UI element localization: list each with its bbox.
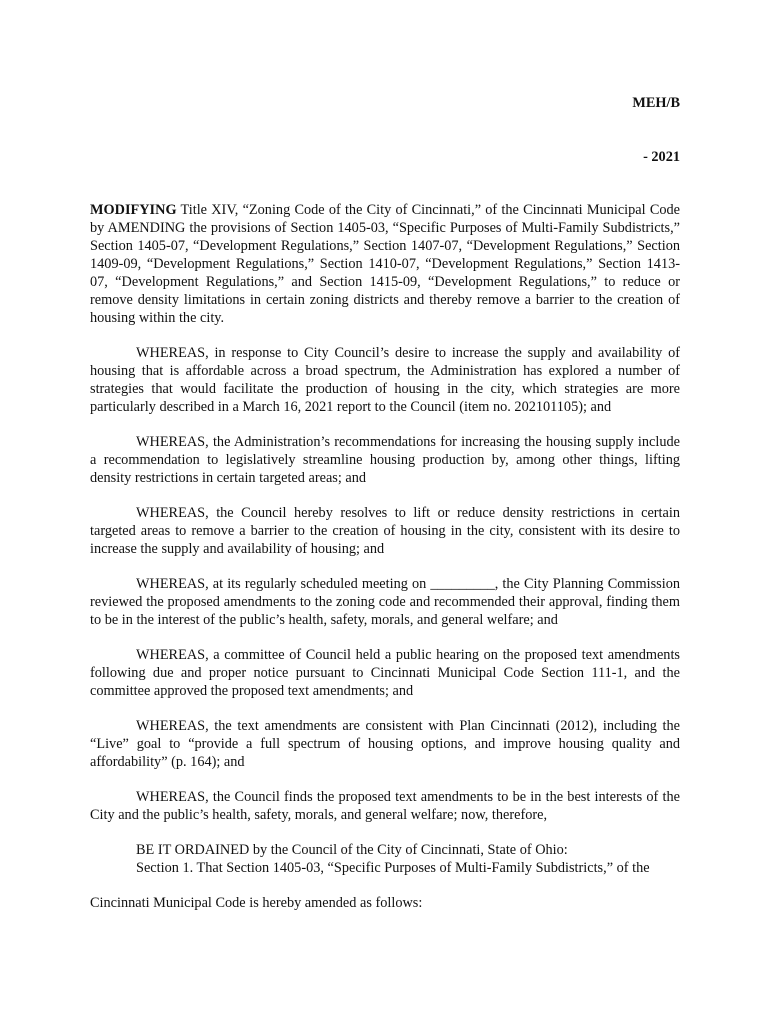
whereas-clause-7: WHEREAS, the Council finds the proposed text amendments to be in the best interests of the City and the public’s health, safety, morals, and general welfare; now, therefore, bbox=[90, 789, 680, 823]
whereas-clause-3: WHEREAS, the Council hereby resolves to lift or reduce density restrictions in certain targeted areas to remove a barrier to the creation of housing in the city, consistent with its desire to increase the supply and availability of housing; and bbox=[90, 505, 680, 557]
document-body bbox=[90, 201, 680, 912]
title-lead: MODIFYING bbox=[90, 202, 177, 218]
ordinance-code: MEH/B bbox=[632, 95, 680, 111]
whereas-clause-2: WHEREAS, the Administration’s recommendations for increasing the housing supply include a recommendation to legislatively streamline housing production by, among other things, lifting density restrictions in certain targeted areas; and bbox=[90, 434, 680, 486]
ordained-clause: BE IT ORDAINED by the Council of the City of Cincinnati, State of Ohio: bbox=[136, 842, 568, 858]
section-1-tail: Cincinnati Municipal Code is hereby amended as follows: bbox=[90, 895, 423, 911]
ordinance-title bbox=[90, 201, 680, 327]
whereas-clause-5: WHEREAS, a committee of Council held a public hearing on the proposed text amendments following due and proper notice pursuant to Cincinnati Municipal Code Section 111-1, and the committee approved the proposed text amendments; and bbox=[90, 647, 680, 699]
whereas-clause-6: WHEREAS, the text amendments are consistent with Plan Cincinnati (2012), including the “Live” goal to “provide a full spectrum of housing options, and improve housing quality and affordability” (p. 164); and bbox=[90, 718, 680, 770]
ordinance-year: - 2021 bbox=[643, 149, 680, 165]
title-text: Title XIV, “Zoning Code of the City of Cincinnati,” of the Cincinnati Municipal Code by AMENDING the provisions of Section 1405-03, “Specific Purposes of Multi-Family Subdistricts,” Section 1405-07, “Development Regulations,” Section 1407-07, “Development Regulations,” Section 1409-09, “Development Regulations,” Section 1410-07, “Development Regulations,” Section 1413-07, “Development Regulations,” and Section 1415-09, “Development Regulations,” to reduce or remove density limitations in certain zoning districts and thereby remove a barrier to the creation of housing within the city. bbox=[90, 202, 680, 326]
section-1-line: Section 1. That Section 1405-03, “Specific Purposes of Multi-Family Subdistricts,” of the bbox=[136, 860, 650, 876]
whereas-clause-1: WHEREAS, in response to City Council’s desire to increase the supply and availability of housing that is affordable across a broad spectrum, the Administration has explored a number of strategies that would facilitate the production of housing in the city, which strategies are more particularly described in a March 16, 2021 report to the Council (item no. 202101105); and bbox=[90, 345, 680, 415]
whereas-clause-4: WHEREAS, at its regularly scheduled meeting on _________, the City Planning Commission reviewed the proposed amendments to the zoning code and recommended their approval, finding them to be in the interest of the public’s health, safety, morals, and general welfare; and bbox=[90, 576, 680, 628]
